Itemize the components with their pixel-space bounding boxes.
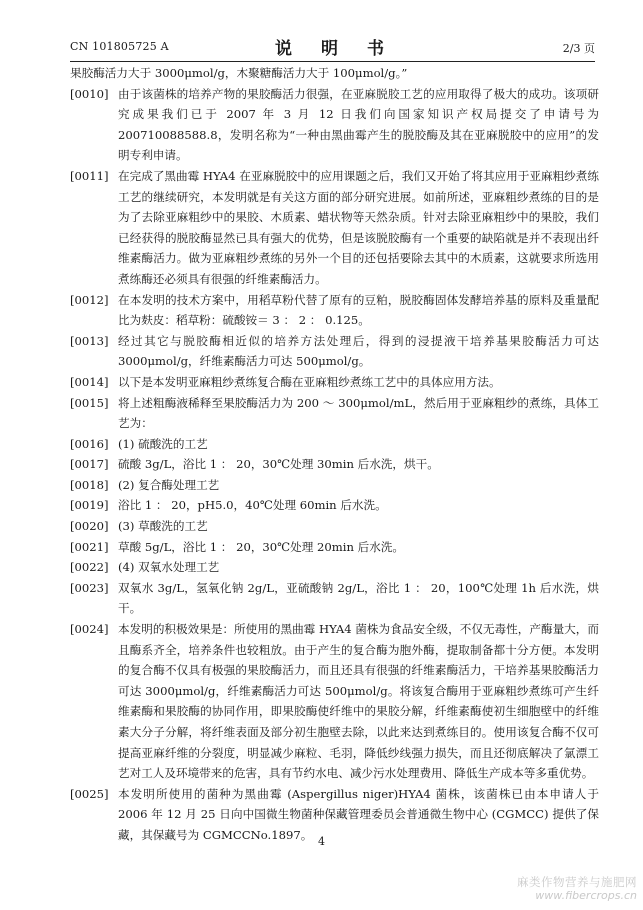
paragraph-number: [0025] — [70, 786, 109, 801]
page-label: 2/3 页 — [562, 42, 595, 55]
paragraph-text: 浴比 1 ： 20，pH5.0，40℃处理 60min 后水洗。 — [118, 498, 387, 513]
paragraph — [70, 331, 599, 372]
paragraph-text: 硫酸 3g/L，浴比 1 ： 20，30℃处理 30min 后水洗，烘干。 — [118, 457, 439, 472]
paragraph — [70, 537, 599, 558]
paragraph-text: 在完成了黑曲霉 HYA4 在亚麻脱胶中的应用课题之后，我们又开始了将其应用于亚麻粗纱煮练工艺的继续研究，本发明就是有关这方面的部分研究进展。如前所述，亚麻粗纱煮练的目的是为了去除亚麻粗纱中的果胶、木质素、蜡状物等天然杂质。针对去除亚麻粗纱中的果胶，我们已经获得的脱胶酶显然已具有强大的优势，但是该脱胶酶有一个重要的缺陷就是并不表现出纤维素酶活力。做为亚麻粗纱煮练的另外一个目的还包括要除去其中的木质素，这就要求所选用煮练酶还必须具有很强的纤维素酶活力。 — [118, 168, 599, 286]
paragraph-text: (2) 复合酶处理工艺 — [118, 477, 220, 492]
paragraph-list — [70, 84, 599, 846]
paragraph-number: [0019] — [70, 498, 109, 513]
paragraph-text: 将上述粗酶液稀释至果胶酶活力为 200 ～ 300μmol/mL，然后用于亚麻粗纱的煮练，具体工艺为： — [118, 395, 599, 431]
paragraph-number: [0012] — [70, 292, 109, 307]
paragraph — [70, 166, 599, 290]
paragraph-text: 在本发明的技术方案中，用稻草粉代替了原有的豆粕，脱胶酶固体发酵培养基的原料及重量配比为麸皮：稻草粉：硫酸铵＝ 3 ： 2 ： 0.125。 — [118, 292, 599, 328]
page-number: 4 — [318, 835, 325, 848]
paragraph — [70, 393, 599, 434]
paragraph-number: [0022] — [70, 560, 109, 575]
paragraph — [70, 434, 599, 455]
watermark-url: www.fibercrops.cn — [535, 889, 637, 902]
paragraph — [70, 516, 599, 537]
paragraph — [70, 495, 599, 516]
paragraph-text: (3) 草酸洗的工艺 — [118, 519, 208, 534]
paragraph-number: [0023] — [70, 580, 109, 595]
paragraph-text: 经过其它与脱胶酶相近似的培养方法处理后，得到的浸提液干培养基果胶酶活力可达 3000μmol/g，纤维素酶活力可达 500μmol/g。 — [118, 333, 599, 369]
paragraph-number: [0018] — [70, 477, 109, 492]
paragraph-number: [0010] — [70, 86, 109, 101]
paragraph-number: [0020] — [70, 519, 109, 534]
paragraph — [70, 84, 599, 166]
page-header — [70, 32, 595, 58]
paragraph — [70, 372, 599, 393]
paragraph-text: 双氧水 3g/L，氢氧化钠 2g/L，亚硫酸钠 2g/L，浴比 1 ： 20，100℃处理 1h 后水洗，烘干。 — [118, 580, 599, 616]
document-title: 说 明 书 — [275, 39, 390, 59]
paragraph-number: [0017] — [70, 457, 109, 472]
paragraph-text: 以下是本发明亚麻粗纱煮练复合酶在亚麻粗纱煮练工艺中的具体应用方法。 — [118, 374, 501, 389]
paragraph — [70, 619, 599, 784]
paragraph-number: [0016] — [70, 436, 109, 451]
paragraph-number: [0013] — [70, 333, 109, 348]
paragraph-text: 本发明的积极效果是：所使用的黑曲霉 HYA4 菌株为食品安全级，不仅无毒性，产酶量大，而且酶系齐全，培养条件也较粗放。由于产生的复合酶为胞外酶，提取制备都十分方便。本发明的复合酶不仅具有极强的果胶酶活力，而且还具有很强的纤维素酶活力，干培养基果胶酶活力可达 3000μmol/g，纤维素酶活力可达 500μmol/g。将该复合酶用于亚麻粗纱煮练可产生纤维素酶和果胶酶的协同作用，即果胶酶使纤维中的果胶分解，纤维素酶使初生细胞壁中的纤维素大分子分解，将纤维表面及部分初生胞壁去除，以此来达到煮练目的。使用该复合酶不仅可提高亚麻纤维的分裂度，明显减少麻粒、毛羽，降低纱线强力损失，而且还彻底解决了氯漂工艺对工人及环境带来的危害，具有节约水电、减少污水处理费用、降低生产成本等多重优势。 — [118, 622, 599, 781]
document-number: CN 101805725 A — [70, 40, 169, 53]
paragraph-text: (4) 双氧水处理工艺 — [118, 560, 220, 575]
paragraph — [70, 290, 599, 331]
header-rule — [70, 61, 595, 62]
site-watermark — [517, 876, 637, 902]
paragraph — [70, 557, 599, 578]
paragraph-number: [0014] — [70, 374, 109, 389]
watermark-site-name: 麻类作物营养与施肥网 — [517, 875, 637, 889]
document-body — [70, 63, 599, 846]
paragraph-number: [0024] — [70, 622, 109, 637]
paragraph-text: (1) 硫酸洗的工艺 — [118, 436, 208, 451]
paragraph-number: [0015] — [70, 395, 109, 410]
paragraph-number: [0021] — [70, 539, 109, 554]
paragraph-text: 本发明所使用的菌种为黑曲霉 (Aspergillus niger)HYA4 菌株，该菌株已由本申请人于 2006 年 12 月 25 日向中国微生物菌种保藏管理委员会普通微生物中心 (CGMCC) 提供了保藏，其保藏号为 CGMCCNo.1897。 — [118, 786, 599, 842]
continued-text: 果胶酶活力大于 3000μmol/g，木聚糖酶活力大于 100μmol/g。” — [70, 66, 408, 80]
paragraph-text: 由于该菌株的培养产物的果胶酶活力很强，在亚麻脱胶工艺的应用取得了极大的成功。该项研究成果我们已于 2007 年 3 月 12 日我们向国家知识产权局提交了申请号为 200710088588.8，发明名称为“一种由黑曲霉产生的脱胶酶及其在亚麻脱胶中的应用”的发明专利申请。 — [118, 86, 599, 163]
paragraph — [70, 475, 599, 496]
paragraph-text: 草酸 5g/L，浴比 1 ： 20，30℃处理 20min 后水洗。 — [118, 539, 405, 554]
paragraph — [70, 578, 599, 619]
paragraph-number: [0011] — [70, 168, 109, 183]
paragraph — [70, 454, 599, 475]
